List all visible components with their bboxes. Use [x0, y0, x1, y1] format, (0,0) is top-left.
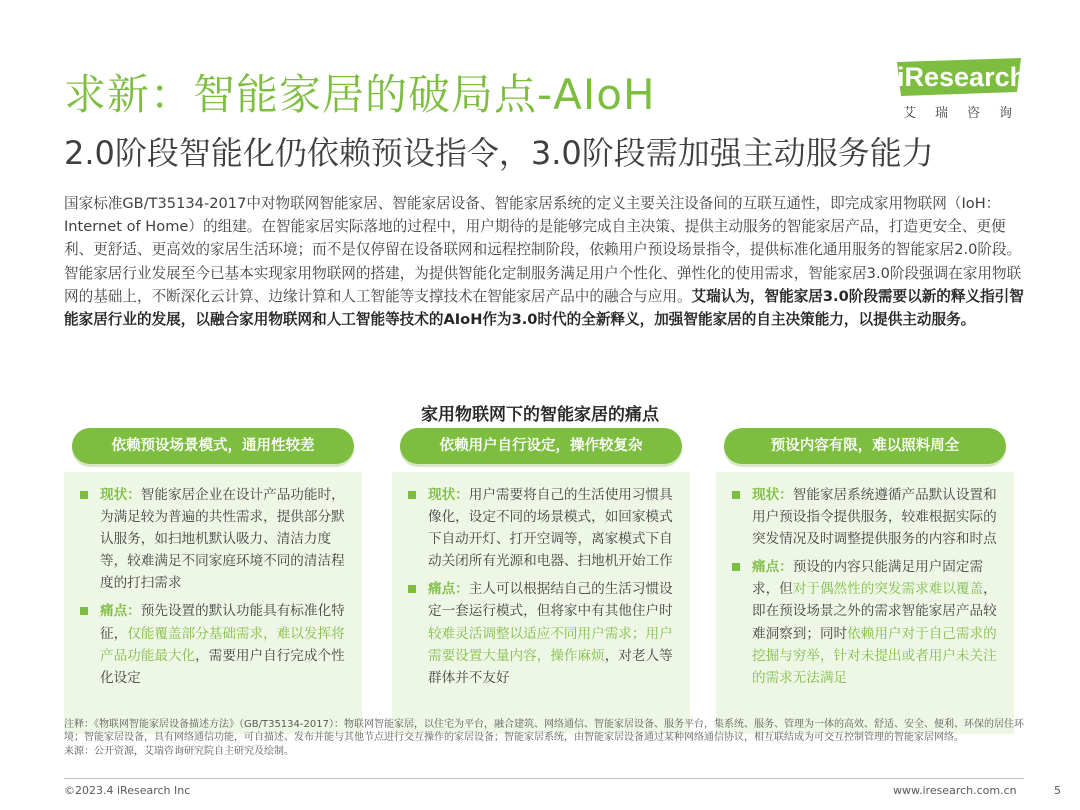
pain-text-highlight: 对于偶然性的突发需求难以覆盖	[792, 581, 984, 598]
square-bullet-icon	[80, 491, 88, 499]
pain-item	[406, 578, 678, 688]
footnote	[64, 718, 1024, 758]
footer-divider	[64, 778, 1024, 779]
intro-paragraph-2	[64, 262, 1024, 332]
pain-text-a: 主人可以根据结自己的生活习惯设定一套运行模式，但将家中有其他住户时	[428, 581, 673, 620]
status-item	[730, 484, 1002, 550]
status-text-block	[752, 484, 1002, 550]
page-title: 求新：智能家居的破局点-AIoH	[64, 70, 656, 119]
pain-text-b: ，对老人等群体并不友好	[428, 647, 673, 686]
status-item	[78, 484, 350, 594]
status-label: 现状：	[100, 487, 141, 503]
section-title: 家用物联网下的智能家居的痛点	[421, 405, 659, 425]
iresearch-logo	[893, 56, 1032, 122]
logo-chinese-text: 艾瑞咨询	[903, 106, 1032, 121]
pain-point-column-2	[392, 428, 690, 686]
pain-text-block	[428, 578, 678, 688]
status-item	[406, 484, 678, 572]
status-text: 智能家居系统遵循产品默认设置和用户预设指令提供服务，较难根据实际的突发情况及时调整提供服务的内容和时点	[752, 487, 997, 548]
pain-text-highlight: 较难灵活调整以适应不同用户需求；用户需要设置大量内容，操作麻烦	[428, 625, 673, 664]
pain-text-a: 预先设置的默认功能具有标准化特征，	[100, 603, 345, 642]
intro-paragraph-2-bold: 艾瑞认为，智能家居3.0阶段需要以新的释义指引智能家居行业的发展，以融合家用物联网和人工智能等技术的AIoH作为3.0时代的全新释义，加强智能家居的自主决策能力，以提供主动服务。	[64, 287, 1024, 329]
pain-text-b: ，需要用户自行完成个性化设定	[100, 647, 345, 686]
pain-item	[730, 556, 1002, 689]
square-bullet-icon	[732, 563, 740, 571]
column-header: 依赖用户自行设定，操作较复杂	[400, 428, 682, 464]
status-text-block	[100, 484, 350, 594]
status-text: 用户需要将自己的生活使用习惯具像化，设定不同的场景模式，如回家模式下自动开灯、打开空调等，离家模式下自动关闭所有光源和电器、扫地机开始工作	[428, 487, 673, 570]
status-label: 现状：	[428, 487, 469, 503]
pain-point-column-1	[64, 428, 362, 686]
pain-item	[78, 600, 350, 688]
status-text: 智能家居企业在设计产品功能时，为满足较为普遍的共性需求，提供部分默认服务，如扫地机默认吸力、清洁力度等，较难满足不同家庭环境不同的清洁程度的打扫需求	[100, 487, 345, 592]
footer-website: www.iresearch.com.cn	[893, 784, 1017, 797]
pain-label: 痛点：	[100, 603, 141, 620]
pain-point-column-3	[716, 428, 1014, 686]
column-body	[64, 472, 362, 734]
logo-brand-text: iResearch	[897, 62, 1027, 92]
square-bullet-icon	[408, 585, 416, 593]
page-number: 5	[1054, 784, 1061, 797]
column-header: 预设内容有限，难以照料周全	[724, 428, 1006, 464]
column-body	[716, 472, 1014, 734]
intro-paragraph-1: 国家标准GB/T35134-2017中对物联网智能家居、智能家居设备、智能家居系统的定义主要关注设备间的互联互通性，即完成家用物联网（IoH：Internet of Home）的组建。在智能家居实际落地的过程中，用户期待的是能够完成自主决策、提供主动服务的智能家居产品，打造更安全、更便利、更舒适、更高效的家居生活环境；而不是仅停留在设备联网和远程控制阶段，依赖用户预设场景指令，提供标准化通用服务的智能家居2.0阶段。	[64, 195, 1022, 259]
column-body	[392, 472, 690, 734]
square-bullet-icon	[80, 607, 88, 615]
footnote-definition: 注释：《物联网智能家居设备描述方法》（GB/T35134-2017）：物联网智能家居，以住宅为平台，融合建筑、网络通信、智能家居设备、服务平台，集系统、服务、管理为一体的高效、舒适、安全、便利、环保的居住环境；智能家居设备，具有网络通信功能，可自描述、发布并能与其他节点进行交互操作的家居设备；智能家居系统，由智能家居设备通过某种网络通信协议，相互联结成为可交互控制管理的智能家居网络。	[64, 719, 1024, 744]
square-bullet-icon	[732, 491, 740, 499]
pain-text-block	[100, 600, 350, 688]
status-label: 现状：	[752, 487, 793, 503]
pain-text-highlight-2: 依赖用户对于自己需求的挖掘与穷举，针对未提出或者用户未关注的需求无法满足	[752, 625, 997, 686]
intro-text	[64, 192, 1024, 331]
footnote-source: 来源：公开资源，艾瑞咨询研究院自主研究及绘制。	[64, 745, 294, 757]
column-header: 依赖预设场景模式，通用性较差	[72, 428, 354, 464]
page-subtitle: 2.0阶段智能化仍依赖预设指令，3.0阶段需加强主动服务能力	[64, 134, 934, 172]
pain-text-b: ，即在预设场景之外的需求智能家居产品较难洞察到；同时	[752, 581, 997, 642]
pain-label: 痛点：	[752, 559, 793, 576]
square-bullet-icon	[408, 491, 416, 499]
footer-copyright: ©2023.4 iResearch Inc	[64, 784, 191, 797]
status-text-block	[428, 484, 678, 572]
pain-text-highlight: 仅能覆盖部分基础需求，难以发挥将产品功能最大化	[100, 625, 345, 664]
pain-text-block	[752, 556, 1002, 689]
intro-paragraph-2-normal: 智能家居行业发展至今已基本实现家用物联网的搭建，为提供智能化定制服务满足用户个性化、弹性化的使用需求，智能家居3.0阶段强调在家用物联网的基础上，不断深化云计算、边缘计算和人工智能等支撑技术在智能家居产品中的融合与应用。	[64, 264, 1022, 305]
pain-label: 痛点：	[428, 581, 469, 598]
pain-text-a: 预设的内容只能满足用户固定需求，但	[752, 559, 984, 598]
